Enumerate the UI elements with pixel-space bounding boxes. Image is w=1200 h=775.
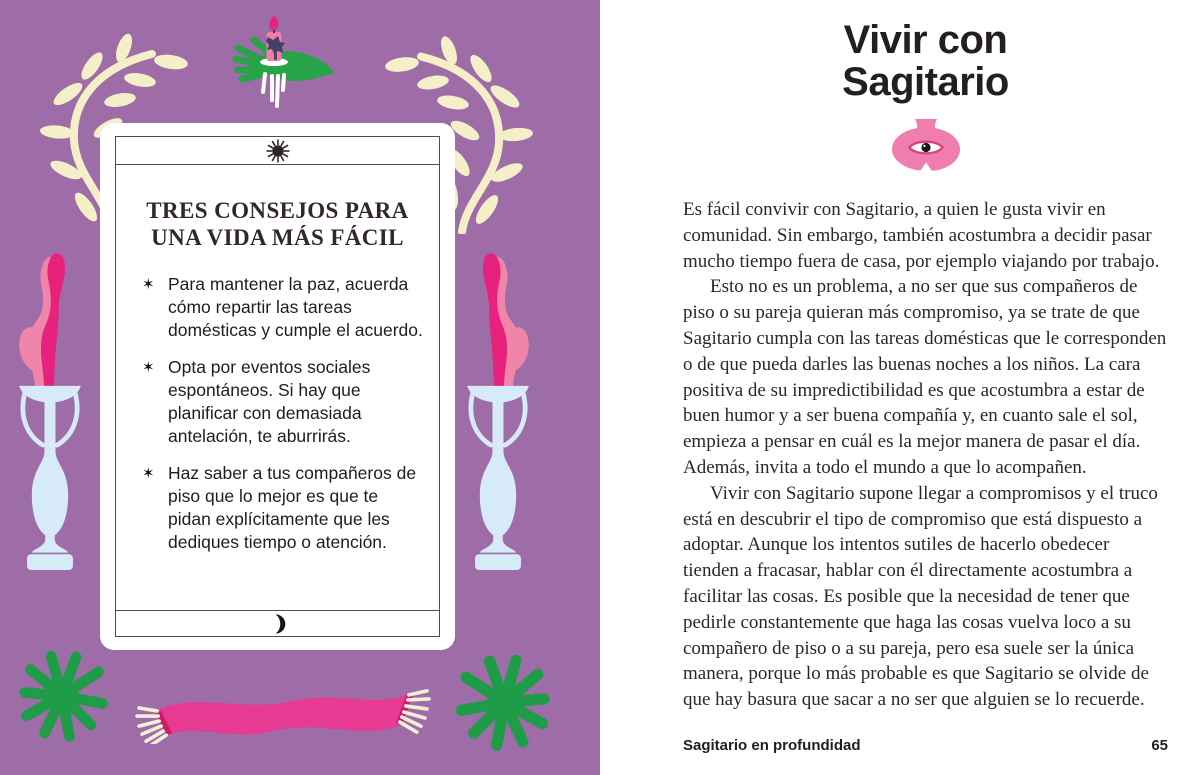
eye-icon <box>889 119 963 176</box>
text-column <box>683 0 1168 775</box>
body-text <box>683 197 1168 713</box>
sun-icon <box>265 138 291 164</box>
page-number: 65 <box>1151 737 1168 754</box>
card-title-line2: UNA VIDA MÁS FÁCIL <box>151 224 404 250</box>
page-title <box>683 19 1168 103</box>
paragraph: Es fácil convivir con Sagitario, a quien le gusta vivir en comunidad. Sin embargo, también acostumbra a decidir pasar mucho tiempo fuera de casa, por ejemplo viajando por trabajo. <box>683 199 1160 272</box>
card-frame <box>115 136 440 637</box>
hand-holding-candle-icon <box>230 12 336 112</box>
page-footer <box>683 737 1168 754</box>
list-item <box>142 356 423 448</box>
list-item <box>142 273 423 342</box>
card-header-band <box>116 137 439 165</box>
star-bullet-icon: ✶ <box>142 465 155 483</box>
card-footer-band <box>116 610 439 636</box>
vase-with-plant-icon <box>462 250 534 570</box>
card-title-line1: TRES CONSEJOS PARA <box>146 198 409 223</box>
page-title-line2: Sagitario <box>842 60 1009 104</box>
monstera-leaf-icon <box>452 650 557 754</box>
tip-text: Para mantener la paz, acuerda cómo repartir las tareas domésticas y cumple el acuerdo. <box>168 274 423 341</box>
footer-section-label: Sagitario en profundidad <box>683 737 861 754</box>
paragraph: Esto no es un problema, a no ser que sus compañeros de piso o su pareja quieran más compromiso, ya se trate de que Sagitario cumpla con las tareas domésticas que le corresponden o de que pueda darles las buenas noches a los niños. La cara positiva de su impredictibilidad es que acostumbra a estar de buen humor y a ser buena compañía y, en cuanto sale el sol, empieza a pensar en cuál es la mejor manera de pasar el día. Además, invita a todo el mundo a que lo acompañen. <box>683 276 1167 478</box>
crescent-moon-icon <box>267 613 289 635</box>
page-title-line1: Vivir con <box>843 18 1008 62</box>
star-bullet-icon: ✶ <box>142 276 155 294</box>
star-bullet-icon: ✶ <box>142 359 155 377</box>
tip-text: Opta por eventos sociales espontáneos. Si hay que planificar con demasiada antelación, te aburrirás. <box>168 357 371 447</box>
paragraph: Vivir con Sagitario supone llegar a compromisos y el truco está en descubrir el tipo de compromiso que está dispuesto a adoptar. Aunque los intentos sutiles de hacerlo obedecer tienden a fracasar, hablar con él directamente acostumbra a facilitar las cosas. Es posible que la necesidad de tener que pedirle constantemente que haga las cosas vuelva loco a su compañero de piso o a su pareja, pero esa suele ser la única manera, porque lo más probable es que Sagitario se olvide de que hay basura que sacar a no ser que alguien se lo recuerde. <box>683 482 1158 711</box>
scarf-icon <box>132 682 434 744</box>
list-item <box>142 462 423 554</box>
tip-text: Haz saber a tus compañeros de piso que lo mejor es que te pidan explícitamente que les dediques tiempo o atención. <box>168 463 417 553</box>
chapter-emblem <box>683 119 1168 176</box>
card-title <box>126 198 429 251</box>
monstera-leaf-icon <box>12 648 112 743</box>
right-page <box>600 0 1200 775</box>
vase-with-plant-icon <box>14 250 86 570</box>
advice-card <box>100 123 455 650</box>
tips-list <box>142 273 423 554</box>
